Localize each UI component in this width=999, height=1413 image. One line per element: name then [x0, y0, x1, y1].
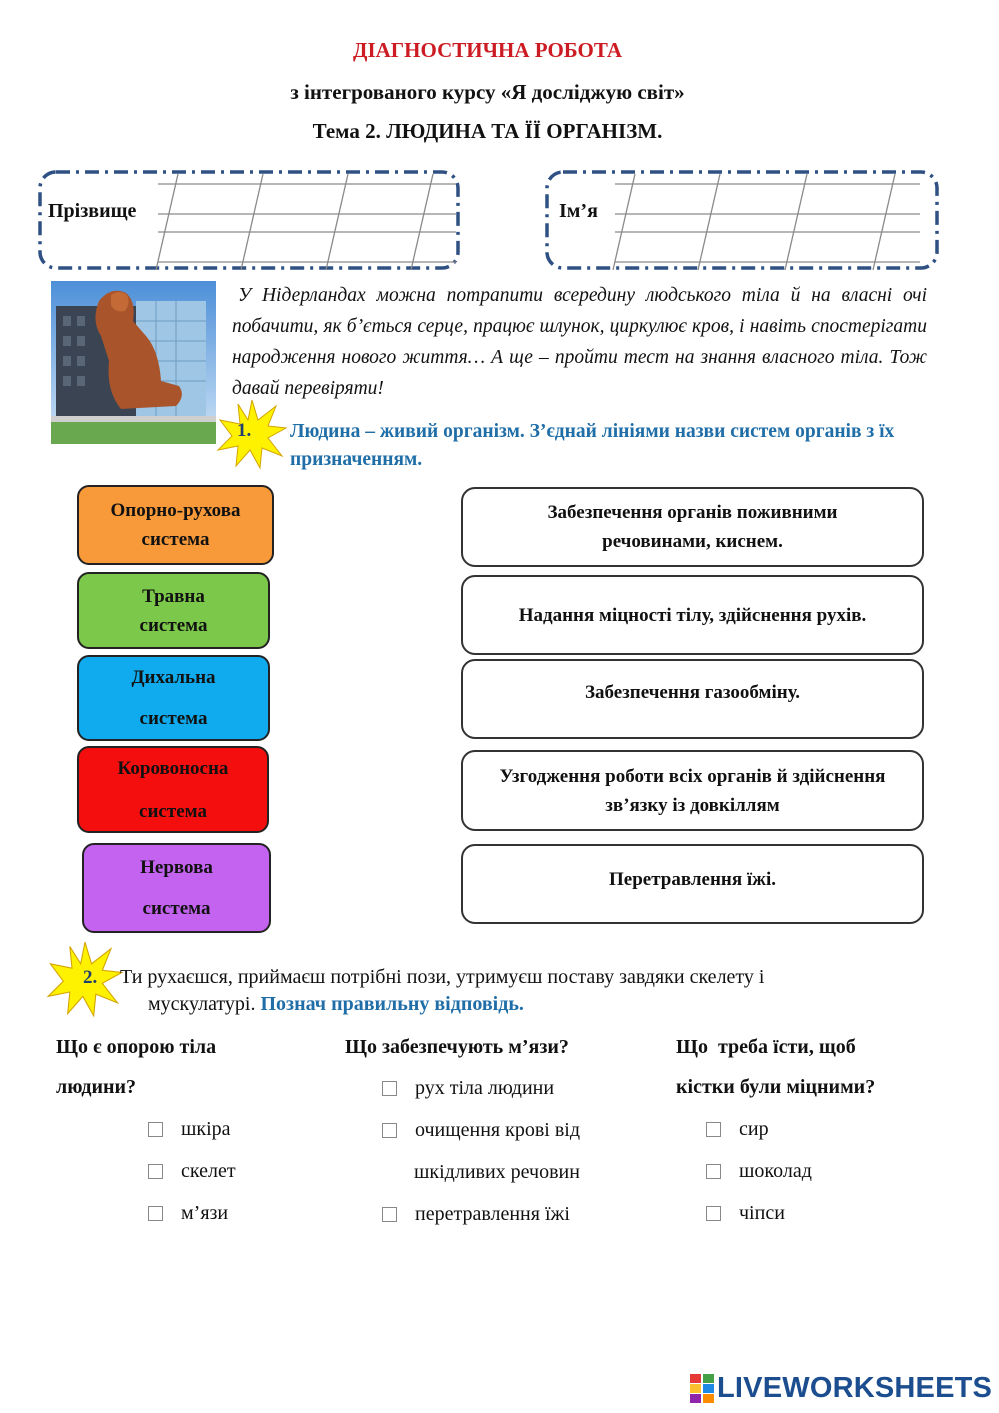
- system-box-respiratory[interactable]: Дихальна система: [77, 655, 270, 741]
- corpus-building-photo: [51, 281, 216, 444]
- question-2: [345, 1027, 645, 1067]
- checkbox-icon[interactable]: [148, 1122, 163, 1137]
- intro-text: У Нідерландах можна потрапити всередину людського тіла й на власні очі побачити, як б’ється серце, працює шлунок, циркулює кров, і навіть спостерігати народження нового життя… А ще – пройти тест на знання власного тіла. Тож давай перевіряти!: [232, 285, 927, 399]
- question-3: [676, 1027, 966, 1107]
- function-box-coordination[interactable]: Узгодження роботи всіх органів й здійснення зв’язку із довкіллям: [461, 750, 924, 831]
- question-1-line2: людини?: [56, 1076, 137, 1098]
- option-label: м’язи: [181, 1202, 229, 1224]
- option-label: очищення крові від: [415, 1119, 581, 1141]
- name-input[interactable]: [615, 180, 920, 260]
- system-box-circulatory[interactable]: Коровоносна система: [77, 746, 269, 833]
- page-subtitle: з інтегрованого курсу «Я досліджую світ»: [290, 80, 685, 104]
- option-blood-cleaning[interactable]: [382, 1109, 580, 1151]
- topic-heading: Тема 2. ЛЮДИНА ТА ЇЇ ОРГАНІЗМ.: [312, 119, 663, 143]
- task2-instruction: Познач правильну відповідь.: [260, 993, 524, 1015]
- option-cheese[interactable]: [706, 1108, 812, 1150]
- option-label: шкіра: [181, 1118, 231, 1140]
- checkbox-icon[interactable]: [706, 1206, 721, 1221]
- function-box-gas-exchange[interactable]: Забезпечення газообміну.: [461, 659, 924, 739]
- option-digestion[interactable]: [382, 1193, 580, 1235]
- question-3-line2: кістки були міцними?: [676, 1076, 876, 1098]
- task1-star-icon: [216, 398, 288, 470]
- function-box-digestion[interactable]: Перетравлення їжі.: [461, 844, 924, 924]
- checkbox-icon[interactable]: [382, 1123, 397, 1138]
- option-muscles[interactable]: [148, 1192, 236, 1234]
- checkbox-icon[interactable]: [382, 1207, 397, 1222]
- liveworksheets-logo-icon: [690, 1374, 714, 1404]
- checkbox-icon[interactable]: [148, 1164, 163, 1179]
- name-box: [545, 170, 939, 270]
- question-1: [56, 1027, 296, 1107]
- option-label: шкідливих речовин: [414, 1161, 580, 1183]
- name-label: Ім’я: [559, 200, 598, 222]
- question-2-options: [382, 1067, 580, 1235]
- option-chips[interactable]: [706, 1192, 812, 1234]
- checkbox-icon[interactable]: [706, 1164, 721, 1179]
- option-label: рух тіла людини: [415, 1077, 555, 1099]
- liveworksheets-logo[interactable]: [690, 1372, 992, 1405]
- question-1-options: [148, 1108, 236, 1234]
- function-box-strength-movement[interactable]: Надання міцності тілу, здійснення рухів.: [461, 575, 924, 655]
- checkbox-icon[interactable]: [382, 1081, 397, 1096]
- task1-heading: Людина – живий організм. З’єднай лініями назви систем органів з їх призначенням.: [290, 421, 895, 470]
- question-3-line1: Що треба їсти, щоб: [676, 1036, 856, 1058]
- question-2-line1: Що забезпечують м’язи?: [345, 1036, 569, 1058]
- system-box-musculoskeletal[interactable]: Опорно-рухова система: [77, 485, 274, 565]
- option-body-movement[interactable]: [382, 1067, 580, 1109]
- system-box-nervous[interactable]: Нервова система: [82, 843, 271, 933]
- system-box-digestive[interactable]: Травна система: [77, 572, 270, 649]
- surname-box: [38, 170, 460, 270]
- task2-number: 2.: [83, 967, 98, 988]
- surname-label: Прізвище: [48, 200, 137, 222]
- checkbox-icon[interactable]: [148, 1206, 163, 1221]
- task2-text-line1: Ти рухаєшся, приймаєш потрібні пози, утримуєш поставу завдяки скелету і: [120, 966, 765, 988]
- option-skeleton[interactable]: [148, 1150, 236, 1192]
- function-box-nutrition[interactable]: Забезпечення органів поживними речовинами, киснем.: [461, 487, 924, 567]
- option-label: шоколад: [739, 1160, 812, 1182]
- option-blood-cleaning-cont: [382, 1151, 580, 1193]
- option-label: перетравлення їжі: [415, 1203, 570, 1225]
- task2-text-line2: [148, 993, 524, 1016]
- surname-input[interactable]: [158, 180, 453, 260]
- task2-text-line2-start: мускулатурі.: [148, 993, 256, 1015]
- checkbox-icon[interactable]: [706, 1122, 721, 1137]
- question-3-options: [706, 1108, 812, 1234]
- option-chocolate[interactable]: [706, 1150, 812, 1192]
- page-title: ДІАГНОСТИЧНА РОБОТА: [353, 38, 622, 62]
- question-1-line1: Що є опорою тіла: [56, 1036, 217, 1058]
- option-label: сир: [739, 1118, 769, 1140]
- option-label: скелет: [181, 1160, 236, 1182]
- option-skin[interactable]: [148, 1108, 236, 1150]
- task1-number: 1.: [237, 420, 252, 441]
- liveworksheets-brand: LIVEWORKSHEETS: [717, 1372, 993, 1404]
- option-label: чіпси: [739, 1202, 785, 1224]
